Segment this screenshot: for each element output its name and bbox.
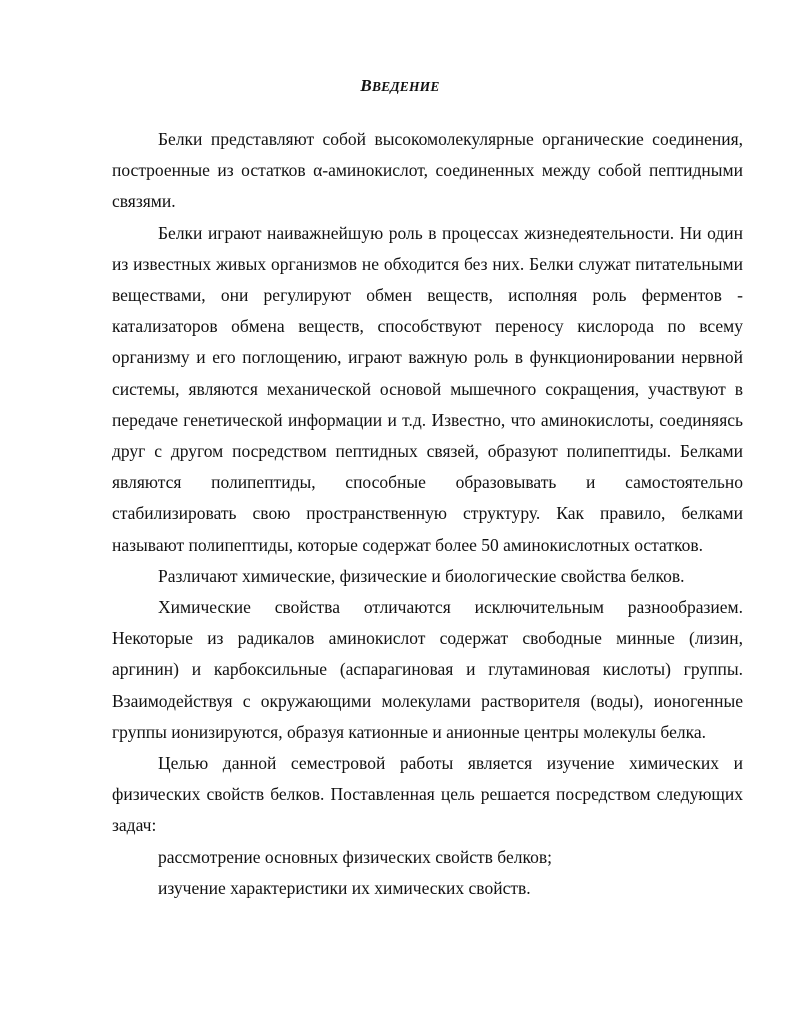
paragraph-3: Различают химические, физические и биологические свойства белков. bbox=[158, 565, 685, 586]
section-heading bbox=[0, 76, 800, 97]
body-text bbox=[112, 124, 743, 904]
heading-rest: ВЕДЕНИЕ bbox=[371, 79, 440, 94]
heading-initial: В bbox=[360, 76, 372, 95]
paragraph-5: Целью данной семестровой работы является изучение химических и физических свойств белков. Поставленная цель решается посредством следующих задач: bbox=[112, 753, 743, 836]
task-item-2: изучение характеристики их химических свойств. bbox=[158, 877, 531, 898]
task-item-1: рассмотрение основных физических свойств белков; bbox=[158, 846, 552, 867]
paragraph-1: Белки представляют собой высокомолекулярные органические соединения, построенные из остатков α-аминокислот, соединенных между собой пептидными связями. bbox=[112, 129, 743, 212]
paragraph-2: Белки играют наиважнейшую роль в процессах жизнедеятельности. Ни один из известных живых организмов не обходится без них. Белки служат питательными веществами, они регулируют обмен веществ, исполняя роль ферментов - катализаторов обмена веществ, способствуют переносу кислорода по всему организму и его поглощению, играют важную роль в функционировании нервной системы, являются механической основой мышечного сокращения, участвуют в передаче генетической информации и т.д. Известно, что аминокислоты, соединяясь друг с другом посредством пептидных связей, образуют полипептиды. Белками являются полипептиды, способные образовывать и самостоятельно стабилизировать свою пространственную структуру. Как правило, белками называют полипептиды, которые содержат более 50 аминокислотных остатков. bbox=[112, 222, 743, 555]
paragraph-4: Химические свойства отличаются исключительным разнообразием. Некоторые из радикалов аминокислот содержат свободные минные (лизин, аргинин) и карбоксильные (аспарагиновая и глутаминовая кислоты) группы. Взаимодействуя с окружающими молекулами растворителя (воды), ионогенные группы ионизируются, образуя катионные и анионные центры молекулы белка. bbox=[112, 597, 743, 742]
